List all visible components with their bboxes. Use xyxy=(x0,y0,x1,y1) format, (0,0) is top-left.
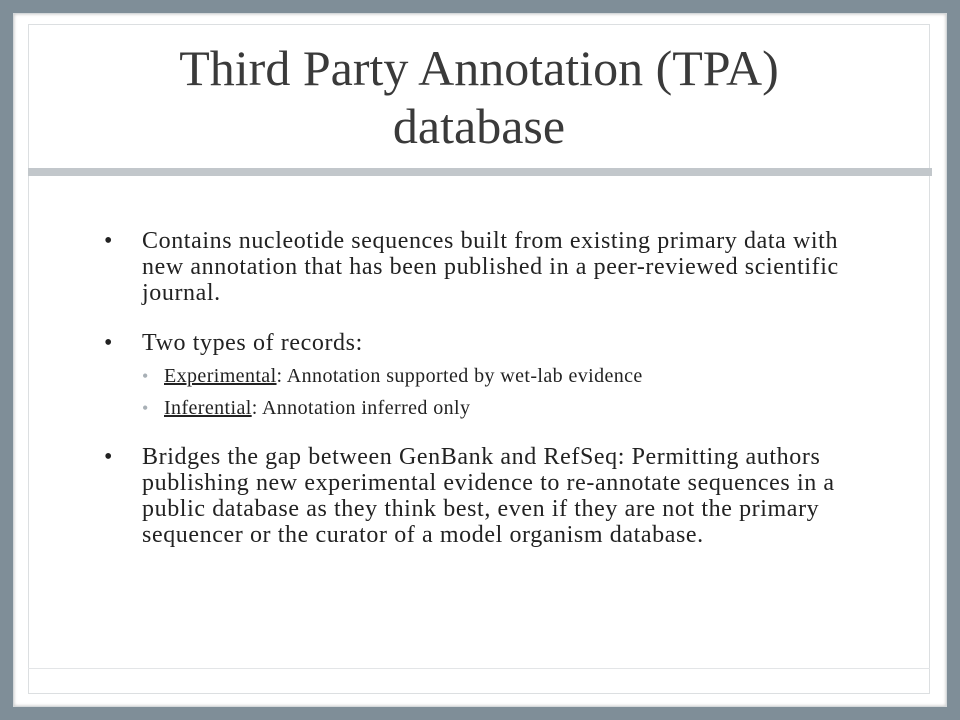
sub-bullet-dot-icon: • xyxy=(142,398,149,418)
sub-bullet-experimental xyxy=(104,364,874,388)
slide-title xyxy=(28,24,930,170)
sub-bullet-term-experimental: Experimental xyxy=(164,365,277,387)
sub-bullet-text-inferential: : Annotation inferred only xyxy=(251,397,471,419)
title-divider xyxy=(28,168,932,176)
title-line-2: database xyxy=(392,98,566,154)
sub-bullet-inferential xyxy=(104,396,874,420)
title-line-1: Third Party Annotation (TPA) xyxy=(179,40,779,96)
bullet-dot-icon: • xyxy=(104,330,114,356)
bullet-text-3: Bridges the gap between GenBank and RefSeq: Permitting authors publishing new experimental evidence to re-annotate sequences in a public database as they think best, even if they are not the primary sequencer or the curator of a model organism database. xyxy=(142,444,835,548)
bullet-dot-icon: • xyxy=(104,228,114,254)
sub-bullet-dot-icon: • xyxy=(142,366,149,386)
bullet-item-3 xyxy=(104,444,874,548)
bullet-item-2 xyxy=(104,330,874,356)
sub-bullet-text-experimental: : Annotation supported by wet-lab evidence xyxy=(276,365,643,387)
footer-line xyxy=(28,668,930,669)
bullet-item-1 xyxy=(104,228,874,306)
slide-body xyxy=(104,228,874,548)
bullet-text-2: Two types of records: xyxy=(142,330,363,356)
bullet-dot-icon: • xyxy=(104,444,114,470)
sub-bullet-term-inferential: Inferential xyxy=(164,397,252,419)
bullet-text-1: Contains nucleotide sequences built from existing primary data with new annotation that has been published in a peer-reviewed scientific journal. xyxy=(142,228,839,306)
